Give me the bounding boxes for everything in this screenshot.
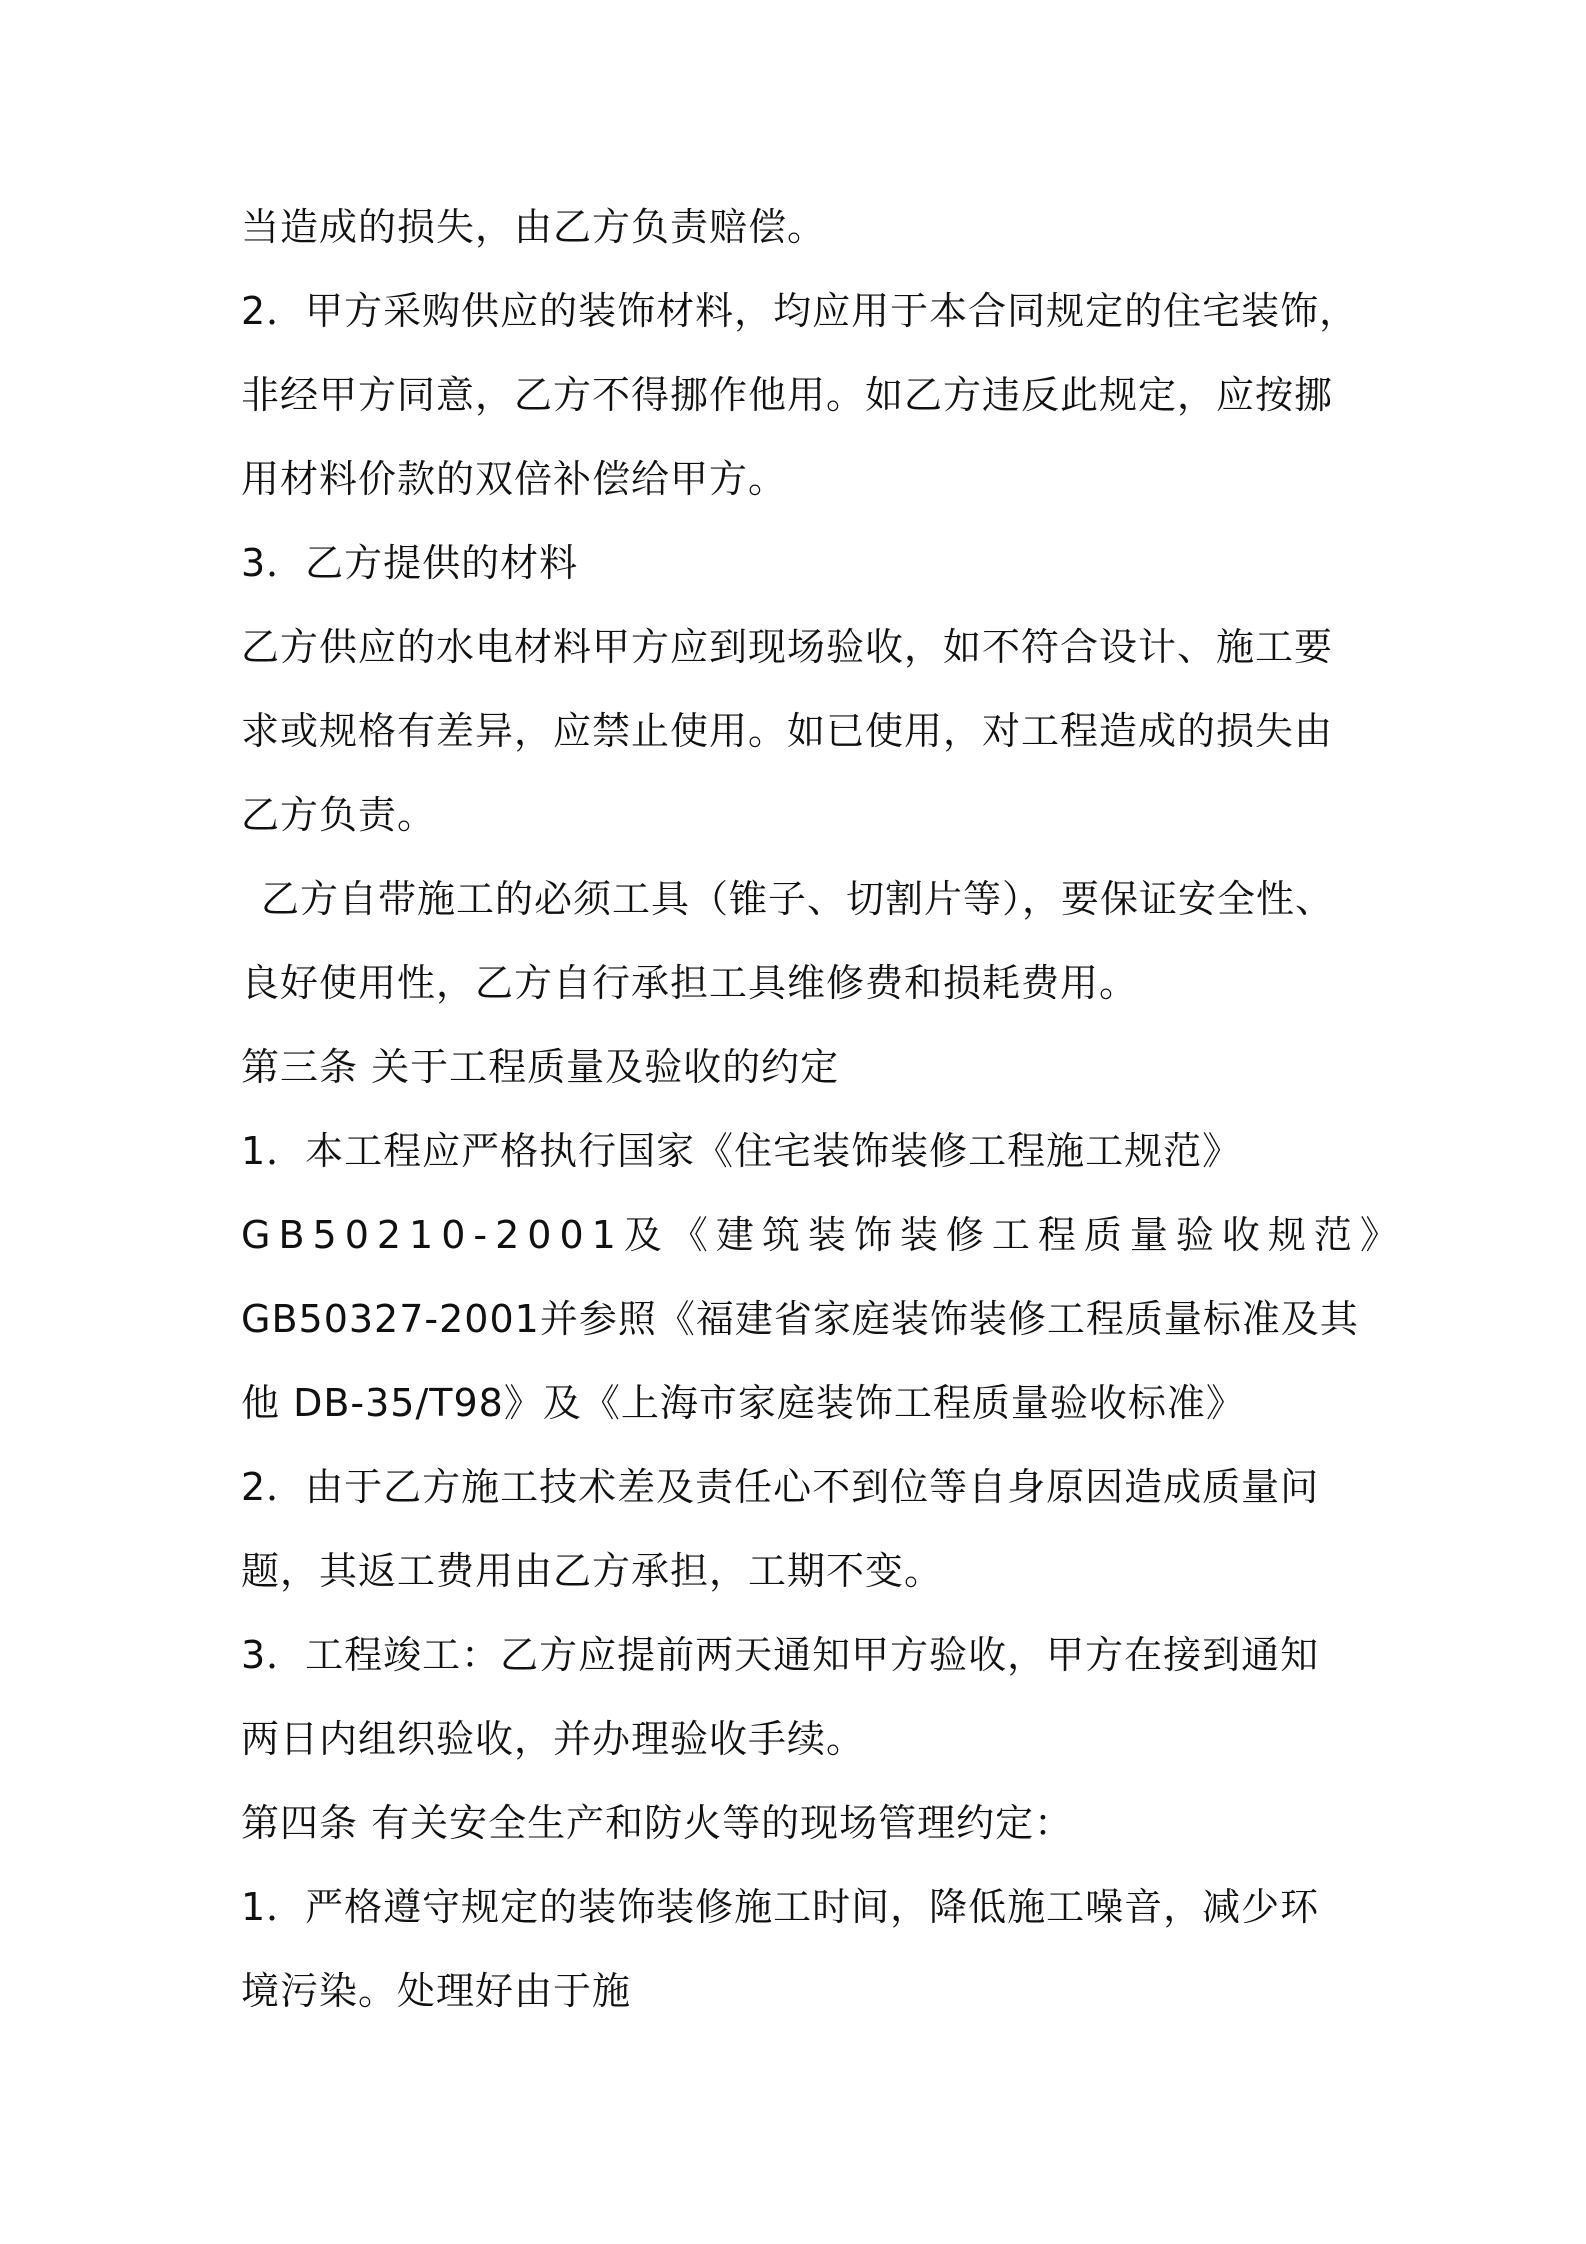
text-line: GB50210-2001及《建筑装饰装修工程质量验收规范》: [241, 1213, 1406, 1257]
section-heading: 第四条 有关安全生产和防火等的现场管理约定：: [241, 1801, 1074, 1845]
text-line: 境污染。处理好由于施: [241, 1969, 632, 2013]
text-line: 他 DB-35/T98》及《上海市家庭装饰工程质量验收标准》: [241, 1381, 1245, 1425]
text-line: 2．由于乙方施工技术差及责任心不到位等自身原因造成质量问: [241, 1465, 1320, 1509]
text-line: 两日内组织验收，并办理验收手续。: [241, 1717, 866, 1761]
text-line: 乙方自带施工的必须工具（锥子、切割片等），要保证安全性、: [261, 877, 1335, 921]
text-line: 良好使用性，乙方自行承担工具维修费和损耗费用。: [241, 961, 1139, 1005]
text-line: 求或规格有差异，应禁止使用。如已使用，对工程造成的损失由: [241, 709, 1334, 753]
text-line: 非经甲方同意，乙方不得挪作他用。如乙方违反此规定，应按挪: [241, 373, 1334, 417]
text-line: 2．甲方采购供应的装饰材料，均应用于本合同规定的住宅装饰，: [241, 289, 1359, 333]
text-line: 1．严格遵守规定的装饰装修施工时间，降低施工噪音，减少环: [241, 1885, 1320, 1929]
text-line: 乙方负责。: [241, 793, 437, 837]
text-line: GB50327-2001并参照《福建省家庭装饰装修工程质量标准及其: [241, 1297, 1359, 1341]
text-line: 1．本工程应严格执行国家《住宅装饰装修工程施工规范》: [241, 1129, 1242, 1173]
text-line: 用材料价款的双倍补偿给甲方。: [241, 457, 788, 501]
text-line: 乙方供应的水电材料甲方应到现场验收，如不符合设计、施工要: [241, 625, 1334, 669]
text-line: 当造成的损失，由乙方负责赔偿。: [241, 205, 827, 249]
text-line: 3．工程竣工：乙方应提前两天通知甲方验收，甲方在接到通知: [241, 1633, 1320, 1677]
section-heading: 第三条 关于工程质量及验收的约定: [241, 1045, 840, 1089]
document-body: [241, 185, 1406, 2033]
text-line: 题，其返工费用由乙方承担，工期不变。: [241, 1549, 944, 1593]
text-line: 3．乙方提供的材料: [241, 541, 579, 585]
